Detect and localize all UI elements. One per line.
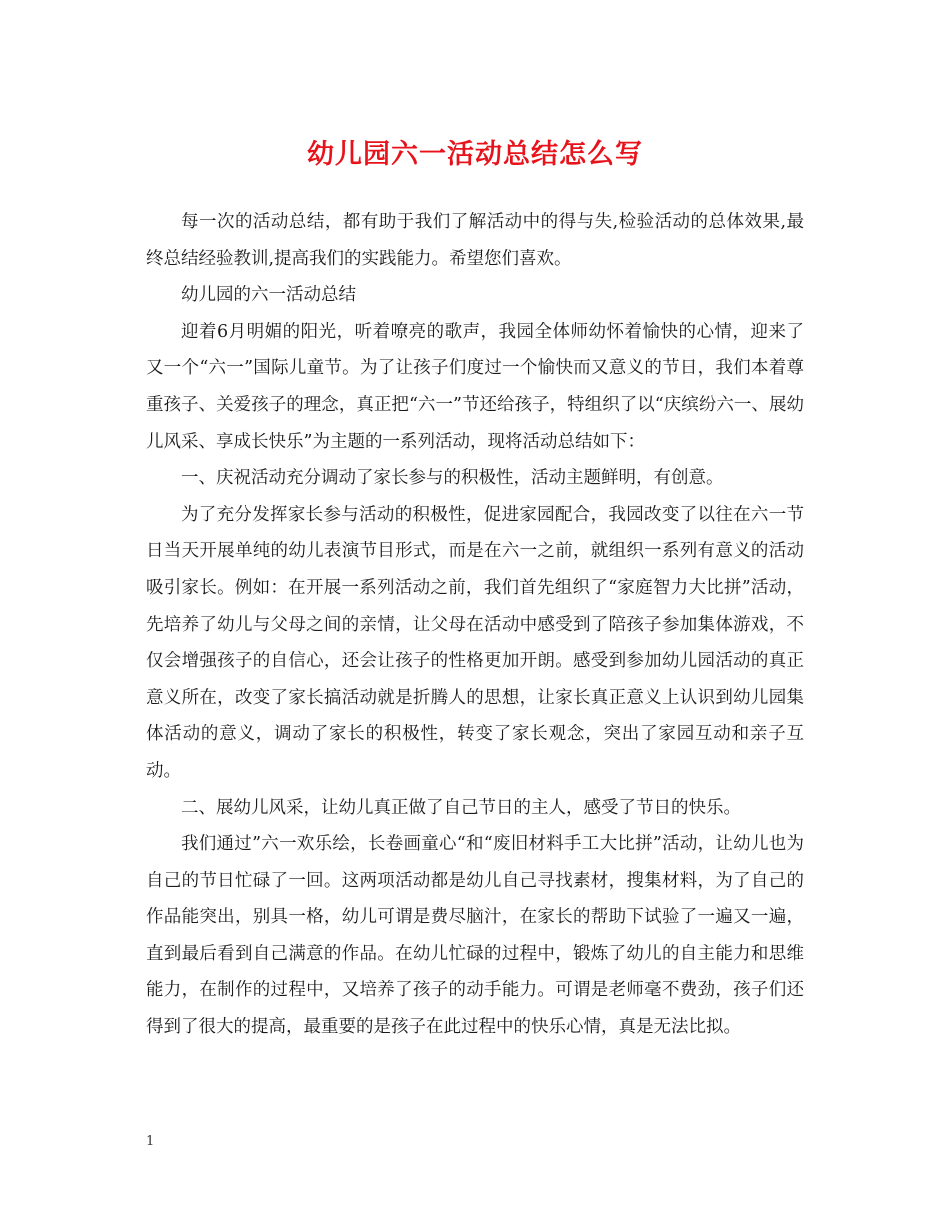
point-one-heading: 一、庆祝活动充分调动了家长参与的积极性，活动主题鲜明，有创意。 — [181, 468, 724, 489]
point-two-heading: 二、展幼儿风采，让幼儿真正做了自己节日的主人，感受了节日的快乐。 — [181, 797, 741, 818]
body-paragraph: 迎着6月明媚的阳光，听着嘹亮的歌声，我园全体师幼怀着愉快的心情，迎来了又一个“六一”国际儿童节。为了让孩子们度过一个愉快而又意义的节日，我们本着尊重孩子、关爱孩子的理念，真正把“六一”节还给孩子，特组织了以“庆缤纷六一、展幼儿风采、享成长快乐”为主题的一系列活动，现将活动总结如下： — [146, 321, 804, 452]
intro-paragraph: 每一次的活动总结，都有助于我们了解活动中的得与失,检验活动的总体效果,最终总结经验教训,提高我们的实践能力。希望您们喜欢。 — [146, 212, 804, 269]
body-paragraph: 为了充分发挥家长参与活动的积极性，促进家园配合，我园改变了以往在六一节日当天开展单纯的幼儿表演节目形式，而是在六一之前，就组织一系列有意义的活动吸引家长。例如：在开展一系列活动之前，我们首先组织了“家庭智力大比拼”活动，先培养了幼儿与父母之间的亲情，让父母在活动中感受到了陪孩子参加集体游戏，不仅会增强孩子的自信心，还会让孩子的性格更加开朗。感受到参加幼儿园活动的真正意义所在，改变了家长搞活动就是折腾人的思想，让家长真正意义上认识到幼儿园集体活动的意义，调动了家长的积极性，转变了家长观念，突出了家园互动和亲子互动。 — [146, 504, 804, 781]
body-paragraph: 我们通过”六一欢乐绘，长卷画童心“和“废旧材料手工大比拼”活动，让幼儿也为自己的节日忙碌了一回。这两项活动都是幼儿自己寻找素材，搜集材料，为了自己的作品能突出，别具一格，幼儿可谓是费尽脑汁，在家长的帮助下试验了一遍又一遍，直到最后看到自己满意的作品。在幼儿忙碌的过程中，锻炼了幼儿的自主能力和思维能力，在制作的过程中，又培养了孩子的动手能力。可谓是老师毫不费劲，孩子们还得到了很大的提高，最重要的是孩子在此过程中的快乐心情，真是无法比拟。 — [146, 834, 804, 1038]
page-number: 1 — [146, 1134, 155, 1149]
section-heading: 幼儿园的六一活动总结 — [181, 285, 356, 306]
document-body — [146, 204, 804, 1046]
document-title: 幼儿园六一活动总结怎么写 — [307, 139, 643, 170]
